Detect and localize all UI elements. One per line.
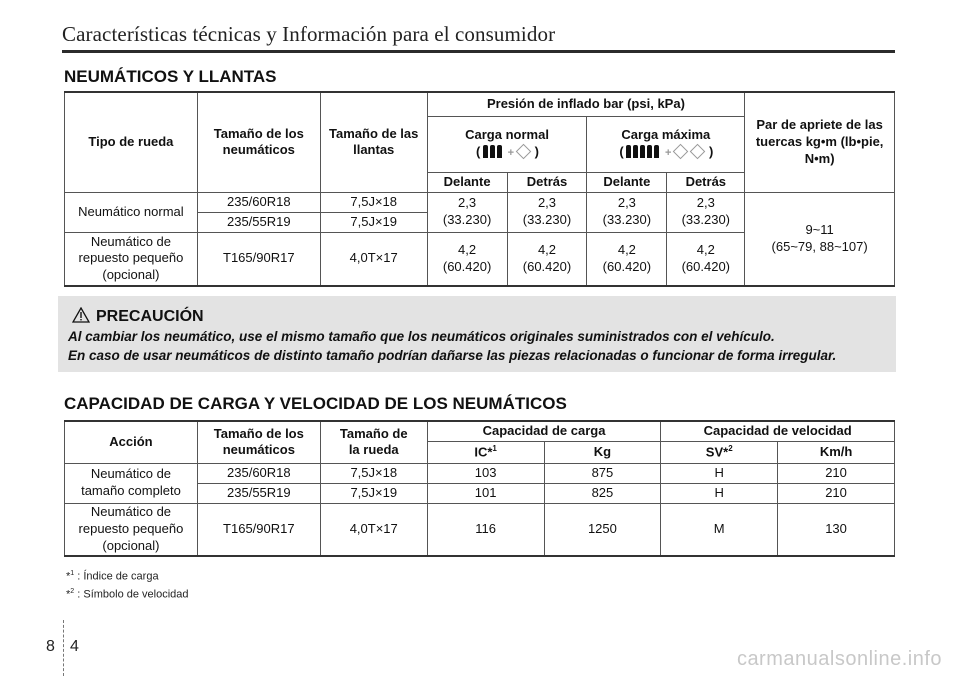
cell-tire-size: 235/60R18 — [197, 463, 320, 483]
torque-value: 9~11 — [805, 222, 834, 238]
header-speed-capacity: Capacidad de velocidad — [661, 421, 895, 441]
caution-title: PRECAUCIÓN — [96, 308, 204, 325]
footnote-mark: * — [66, 588, 71, 601]
person-icon — [633, 145, 638, 158]
header-normal-front: Delante — [427, 172, 507, 192]
header-sv — [661, 441, 778, 463]
cell-kmh: 130 — [778, 503, 895, 556]
torque-detail: (65~79, 88~107) — [771, 238, 868, 254]
pressure-detail: (33.230) — [602, 212, 652, 227]
header-wheel-size: Tamaño de las llantas — [320, 92, 427, 192]
header-max-front: Delante — [587, 172, 667, 192]
pressure-detail: (33.230) — [442, 212, 492, 227]
cell-action: Neumático de tamaño completo — [65, 463, 198, 503]
header-action: Acción — [65, 421, 198, 463]
capacity-table — [64, 420, 895, 557]
cell-pressure-normal-front — [427, 192, 507, 232]
cell-kmh: 210 — [778, 483, 895, 503]
footnote-sup: 2 — [70, 588, 75, 595]
cell-pressure-max-front — [587, 192, 667, 232]
caution-box — [58, 296, 896, 372]
cell-ic: 116 — [427, 503, 544, 556]
footnote-sup: 1 — [70, 570, 75, 577]
header-rule — [62, 50, 895, 53]
footnote-text: : Índice de carga — [74, 570, 159, 583]
cell-wheel-size: 7,5J×19 — [320, 483, 427, 503]
page-number: 4 — [70, 638, 79, 655]
luggage-icon — [690, 144, 706, 160]
cell-tire-size: 235/55R19 — [197, 212, 320, 232]
cell-tire-size: T165/90R17 — [197, 503, 320, 556]
page-header-title: Características técnicas y Información para el consumidor — [62, 22, 556, 46]
person-icon — [490, 145, 495, 158]
cell-sv: H — [661, 483, 778, 503]
cell-pressure-normal-rear — [507, 192, 587, 232]
pressure-value: 2,3 — [617, 195, 636, 211]
cell-sv: M — [661, 503, 778, 556]
cell-kmh: 210 — [778, 463, 895, 483]
header-wheel-type: Tipo de rueda — [65, 92, 198, 192]
header-normal-load — [427, 116, 587, 172]
cell-wheel-type: Neumático normal — [65, 192, 198, 232]
pressure-detail: (33.230) — [681, 212, 730, 227]
normal-load-label: Carga normal — [465, 127, 549, 143]
header-sv-sup: 2 — [728, 443, 733, 453]
cell-ic: 103 — [427, 463, 544, 483]
luggage-icon — [673, 144, 689, 160]
person-icon — [497, 145, 502, 158]
header-sv-label: SV* — [705, 443, 729, 459]
cell-tire-size: T165/90R17 — [197, 232, 320, 286]
header-pressure: Presión de inflado bar (psi, kPa) — [427, 92, 745, 116]
caution-heading — [72, 307, 204, 326]
cell-wheel-size: 7,5J×19 — [320, 212, 427, 232]
cell-pressure-max-rear — [667, 192, 745, 232]
pressure-value: 4,2 — [537, 242, 557, 258]
tires-table — [64, 91, 895, 287]
footnote-speed-symbol — [66, 588, 189, 601]
cell-ic: 101 — [427, 483, 544, 503]
pressure-value: 2,3 — [696, 195, 715, 211]
normal-load-icons: ( + ) — [476, 144, 539, 159]
cell-tire-size: 235/60R18 — [197, 192, 320, 212]
cell-torque — [745, 192, 895, 286]
warning-triangle-icon — [72, 307, 90, 323]
pressure-detail: (60.420) — [602, 258, 652, 274]
cell-wheel-size: 4,0T×17 — [320, 232, 427, 286]
luggage-icon — [516, 144, 532, 160]
cell-spare-max-rear — [667, 232, 745, 286]
page-divider — [63, 620, 64, 676]
cell-wheel-size: 7,5J×18 — [320, 463, 427, 483]
header-ic-sup: 1 — [492, 443, 497, 453]
pressure-value: 2,3 — [537, 195, 557, 211]
header-max-rear: Detrás — [667, 172, 745, 192]
person-icon — [640, 145, 645, 158]
max-load-label: Carga máxima — [621, 127, 711, 143]
header-load-capacity: Capacidad de carga — [427, 421, 661, 441]
watermark: carmanualsonline.info — [736, 648, 942, 670]
caution-line-2: En caso de usar neumáticos de distinto tamaño podrían dañarse las piezas relacionadas o funcionar de forma irregular. — [68, 348, 837, 363]
caution-line-1: Al cambiar los neumático, use el mismo tamaño que los neumáticos originales suministrados con el vehículo. — [68, 329, 775, 344]
person-icon — [483, 145, 488, 158]
pressure-value: 4,2 — [617, 242, 636, 258]
cell-tire-size: 235/55R19 — [197, 483, 320, 503]
max-load-icons: ( + ) — [619, 144, 713, 159]
header-normal-rear: Detrás — [507, 172, 587, 192]
header-tire-size: Tamaño de los neumáticos — [197, 92, 320, 192]
pressure-detail: (60.420) — [681, 258, 730, 274]
cell-spare-normal-front — [427, 232, 507, 286]
pressure-detail: (60.420) — [442, 258, 492, 274]
cell-wheel-size: 4,0T×17 — [320, 503, 427, 556]
cell-spare-max-front — [587, 232, 667, 286]
capacity-section-title: CAPACIDAD DE CARGA Y VELOCIDAD DE LOS NEUMÁTICOS — [64, 394, 567, 413]
header-kmh: Km/h — [778, 441, 895, 463]
tires-section-title: NEUMÁTICOS Y LLANTAS — [64, 67, 277, 86]
pressure-value: 4,2 — [696, 242, 715, 258]
cell-wheel-type: Neumático de repuesto pequeño (opcional) — [65, 232, 198, 286]
cell-sv: H — [661, 463, 778, 483]
header-kg: Kg — [544, 441, 661, 463]
pressure-detail: (33.230) — [522, 212, 572, 227]
footnote-mark: * — [66, 570, 71, 583]
cell-kg: 825 — [544, 483, 661, 503]
cell-wheel-size: 7,5J×18 — [320, 192, 427, 212]
footnote-text: : Símbolo de velocidad — [74, 588, 189, 601]
cell-kg: 1250 — [544, 503, 661, 556]
header-max-load — [587, 116, 745, 172]
header-torque: Par de apriete de las tuercas kg•m (lb•pie, N•m) — [745, 92, 895, 192]
header-wheel-size: Tamaño de la rueda — [320, 421, 427, 463]
cell-spare-normal-rear — [507, 232, 587, 286]
pressure-value: 4,2 — [458, 242, 477, 258]
cell-kg: 875 — [544, 463, 661, 483]
footnote-load-index — [66, 570, 159, 583]
person-icon — [626, 145, 631, 158]
header-tire-size: Tamaño de los neumáticos — [197, 421, 320, 463]
cell-action: Neumático de repuesto pequeño (opcional) — [65, 503, 198, 556]
header-ic-label: IC* — [474, 443, 493, 459]
person-icon — [647, 145, 652, 158]
person-icon — [654, 145, 659, 158]
pressure-value: 2,3 — [458, 195, 477, 211]
pressure-detail: (60.420) — [522, 258, 572, 274]
page-chapter: 8 — [46, 638, 55, 655]
header-ic — [427, 441, 544, 463]
